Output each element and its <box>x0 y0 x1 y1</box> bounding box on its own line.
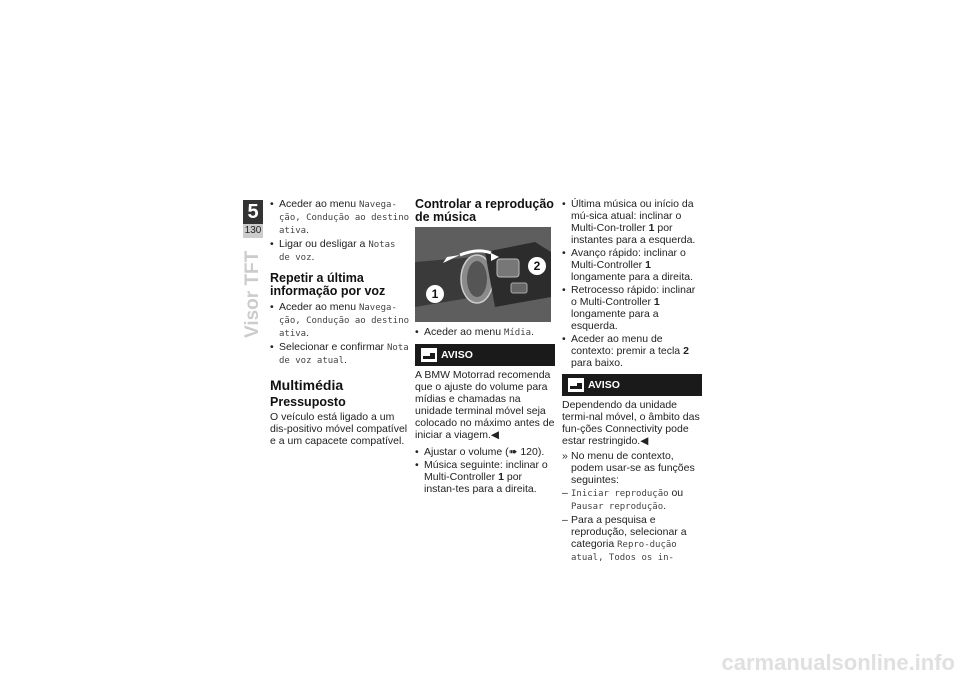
watermark: carmanualsonline.info <box>721 650 955 675</box>
dash-list <box>562 487 702 564</box>
handlebar-illustration <box>415 227 551 322</box>
bullet-list-5 <box>562 198 702 369</box>
list-item: • Ligar ou desligar a Notas de voz. <box>270 238 410 264</box>
column-1 <box>270 198 410 450</box>
bullet-list-1 <box>270 198 410 264</box>
list-item: • Selecionar e confirmar Nota de voz atual. <box>270 341 410 367</box>
bullet-list-3 <box>415 326 555 339</box>
menu-path: Mídia <box>503 328 532 338</box>
notice-label: AVISO <box>441 349 473 361</box>
notice-hand-icon <box>568 378 584 392</box>
bullet-list-2 <box>270 301 410 367</box>
notice-box <box>415 344 555 366</box>
list-item: • Aceder ao menu de contexto: premir a tecla 2 para baixo. <box>562 333 702 369</box>
column-2 <box>415 198 555 496</box>
notice-text: A BMW Motorrad recomenda que o ajuste do volume para mídias e chamadas na unidade terminal móvel seja colocado no máximo antes de iniciar a viagem.◀ <box>415 369 555 441</box>
list-item: • Retrocesso rápido: inclinar o Multi-Controller 1 longamente para a esquerda. <box>562 284 702 332</box>
list-item: » No menu de contexto, podem usar-se as funções seguintes: <box>562 450 702 486</box>
menu-path: Notas de voz <box>279 240 396 263</box>
list-item: • Aceder ao menu Mídia. <box>415 326 555 339</box>
list-item: • Aceder ao menu Navega-ção, Condução ao destino ativa. <box>270 198 410 237</box>
section-heading-repeat: Repetir a última informação por voz <box>270 271 386 298</box>
callout-2: 2 <box>533 259 541 273</box>
chapter-side-label: Visor TFT <box>242 250 263 338</box>
subheading-pressuposto: Pressuposto <box>270 395 346 409</box>
handlebar-controls-photo <box>415 227 551 322</box>
menu-path: Nota de voz atual <box>279 343 409 366</box>
callout-1: 1 <box>431 287 439 301</box>
list-item: • Avanço rápido: inclinar o Multi-Controller 1 longamente para a direita. <box>562 247 702 283</box>
arrow-list <box>562 450 702 486</box>
notice-hand-icon <box>421 348 437 362</box>
section-heading-control-music: Controlar a reprodução de música <box>415 197 554 224</box>
list-item: • Música seguinte: inclinar o Multi-Controller 1 por instan-tes para a direita. <box>415 459 555 495</box>
bullet-list-4 <box>415 446 555 495</box>
menu-path: Navega-ção, Condução ao destino ativa <box>279 303 410 339</box>
list-item: • Ajustar o volume (➠ 120). <box>415 446 555 458</box>
menu-path: Pausar reprodução <box>571 502 664 512</box>
notice-text: Dependendo da unidade termi-nal móvel, o âmbito das fun-ções Connectivity pode estar restringido.◀ <box>562 399 700 447</box>
section-heading-multimedia: Multimédia <box>270 377 344 393</box>
page-number: 130 <box>244 225 262 236</box>
list-item: – Para a pesquisa e reprodução, selecionar a categoria Repro-dução atual, Todos os in- <box>562 514 702 564</box>
notice-label: AVISO <box>588 379 620 391</box>
list-item: – Iniciar reprodução ou Pausar reprodução. <box>562 487 702 513</box>
paragraph: O veículo está ligado a um dis-positivo móvel compatível e a um capacete compatível. <box>270 411 408 447</box>
menu-path: Iniciar reprodução <box>571 489 669 499</box>
menu-path: Navega-ção, Condução ao destino ativa <box>279 200 410 236</box>
notice-box <box>562 374 702 396</box>
column-3 <box>562 198 702 565</box>
list-item: • Última música ou início da mú-sica atual: inclinar o Multi-Con-troller 1 por instantes para a esquerda. <box>562 198 702 246</box>
chapter-number: 5 <box>243 200 263 224</box>
menu-path: Repro-dução atual, Todos os in- <box>571 540 677 563</box>
list-item: • Aceder ao menu Navega-ção, Condução ao destino ativa. <box>270 301 410 340</box>
